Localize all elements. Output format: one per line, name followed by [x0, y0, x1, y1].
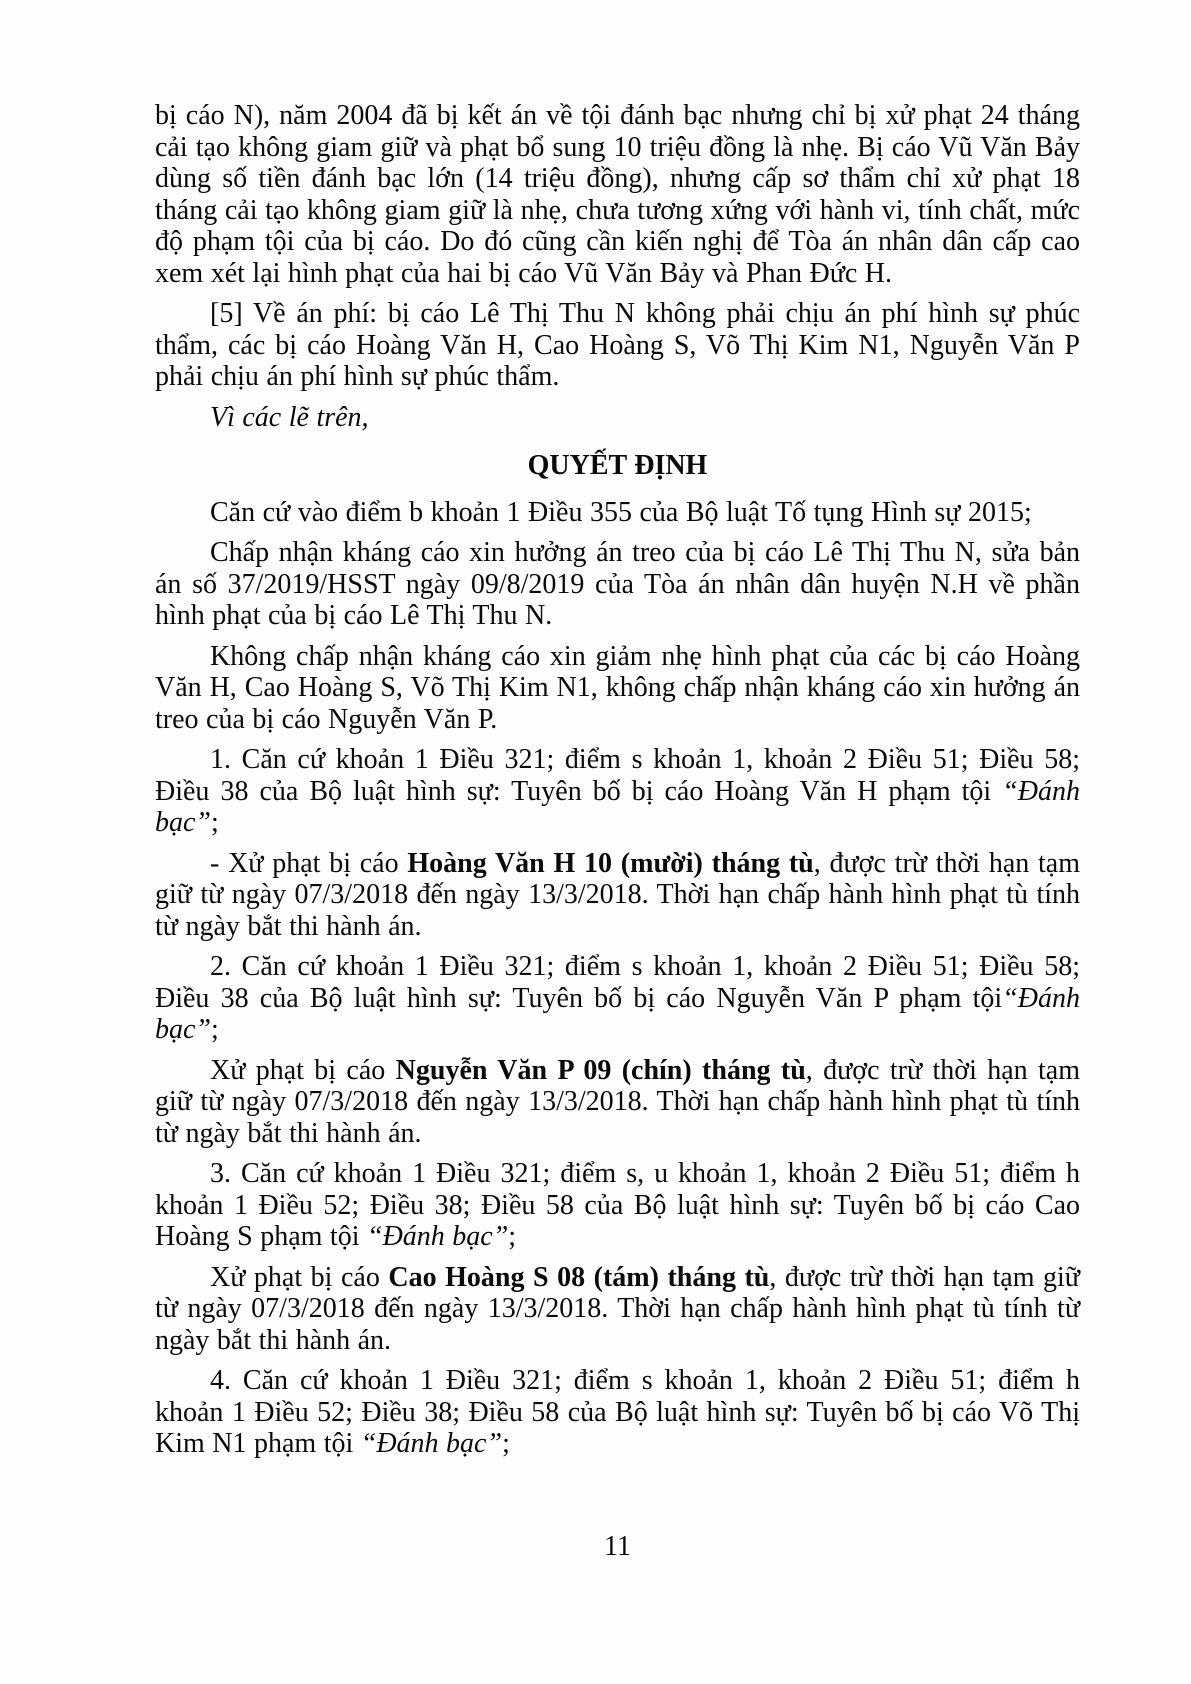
- text-segment: 3. Căn cứ khoản 1 Điều 321; điểm s, u khoản 1, khoản 2 Điều 51; điểm h khoản 1 Điều 52; Điều 38; Điều 58 của Bộ luật hình sự: Tuyên bố bị cáo Cao Hoàng S phạm tội: [155, 1158, 1080, 1252]
- text-segment: 2. Căn cứ khoản 1 Điều 321; điểm s khoản 1, khoản 2 Điều 51; Điều 58; Điều 38 của Bộ luật hình sự: Tuyên bố bị cáo Nguyễn Văn P phạm tội: [155, 951, 1080, 1014]
- text-segment: Vì các lẽ trên,: [210, 401, 369, 433]
- para-sentencing-remark: [155, 100, 1080, 289]
- text-segment: Căn cứ vào điểm b khoản 1 Điều 355 của Bộ luật Tố tụng Hình sự 2015;: [210, 496, 1032, 528]
- text-segment: “Đánh bạc”: [367, 1221, 509, 1252]
- text-segment: 4. Căn cứ khoản 1 Điều 321; điểm s khoản 1, khoản 2 Điều 51; điểm h khoản 1 Điều 52; Điều 38; Điều 58 của Bộ luật hình sự: Tuyên bố bị cáo Võ Thị Kim N1 phạm tội: [155, 1365, 1080, 1459]
- para-item-1-sentence: [155, 848, 1080, 943]
- text-segment: “Đánh bạc”: [155, 775, 1080, 838]
- heading-decision: [155, 450, 1080, 482]
- para-legal-basis: [155, 497, 1080, 529]
- text-segment: “Đánh bạc”: [155, 982, 1080, 1045]
- text-segment: Chấp nhận kháng cáo xin hưởng án treo của bị cáo Lê Thị Thu N, sửa bản án số 37/2019/HSST ngày 09/8/2019 của Tòa án nhân dân huyện N.H về phần hình phạt của bị cáo Lê Thị Thu N.: [155, 537, 1080, 631]
- text-segment: Không chấp nhận kháng cáo xin giảm nhẹ hình phạt của các bị cáo Hoàng Văn H, Cao Hoàng S, Võ Thị Kim N1, không chấp nhận kháng cáo xin hưởng án treo của bị cáo Nguyễn Văn P.: [155, 640, 1080, 735]
- para-reject-appeal: [155, 641, 1080, 736]
- text-segment: Xử phạt bị cáo: [210, 1261, 389, 1293]
- text-segment: 1. Căn cứ khoản 1 Điều 321; điểm s khoản 1, khoản 2 Điều 51; Điều 58; Điều 38 của Bộ luật hình sự: Tuyên bố bị cáo Hoàng Văn H phạm tội: [155, 744, 1080, 807]
- text-segment: Xử phạt bị cáo: [210, 1054, 396, 1086]
- para-item-3-basis: [155, 1158, 1080, 1253]
- text-segment: “Đánh bạc”: [360, 1428, 503, 1459]
- text-segment: Hoàng Văn H 10 (mười) tháng tù: [407, 847, 814, 879]
- para-item-2-sentence: [155, 1055, 1080, 1150]
- text-segment: Cao Hoàng S 08 (tám) tháng tù: [388, 1261, 770, 1293]
- text-segment: , được trừ thời hạn tạm giữ từ ngày 07/3/2018 đến ngày 13/3/2018. Thời hạn chấp hành hình phạt tù tính từ ngày bắt thi hành án.: [155, 1054, 1081, 1149]
- text-segment: QUYẾT ĐỊNH: [527, 450, 708, 481]
- text-segment: ;: [211, 807, 219, 838]
- document-body: [155, 100, 1080, 1460]
- text-segment: Nguyễn Văn P 09 (chín) tháng tù: [395, 1054, 806, 1086]
- text-segment: ;: [502, 1428, 510, 1459]
- text-segment: [5] Về án phí: bị cáo Lê Thị Thu N không phải chịu án phí hình sự phúc thẩm, các bị cáo Hoàng Văn H, Cao Hoàng S, Võ Thị Kim N1, Nguyễn Văn P phải chịu án phí hình sự phúc thẩm.: [155, 298, 1080, 392]
- para-item-4-basis: [155, 1365, 1080, 1460]
- para-item-3-sentence: [155, 1262, 1080, 1357]
- text-segment: , được trừ thời hạn tạm giữ từ ngày 07/3/2018 đến ngày 13/3/2018. Thời hạn chấp hành hình phạt tù tính từ ngày bắt thi hành án.: [155, 1261, 1080, 1356]
- para-therefore: [155, 402, 1080, 434]
- para-accept-appeal: [155, 537, 1080, 632]
- text-segment: ;: [211, 1014, 219, 1045]
- para-item-1-basis: [155, 744, 1080, 839]
- text-segment: , được trừ thời hạn tạm giữ từ ngày 07/3/2018 đến ngày 13/3/2018. Thời hạn chấp hành hình phạt tù tính từ ngày bắt thi hành án.: [155, 847, 1081, 942]
- text-segment: ;: [508, 1221, 517, 1252]
- text-segment: bị cáo N), năm 2004 đã bị kết án về tội đánh bạc nhưng chỉ bị xử phạt 24 tháng cải tạo không giam giữ và phạt bổ sung 10 triệu đồng là nhẹ. Bị cáo Vũ Văn Bảy dùng số tiền đánh bạc lớn (14 triệu đồng), nhưng cấp sơ thẩm chỉ xử phạt 18 tháng cải tạo không giam giữ là nhẹ, chưa tương xứng với hành vi, tính chất, mức độ phạm tội của bị cáo. Do đó cũng cần kiến nghị để Tòa án nhân dân cấp cao xem xét lại hình phạt của hai bị cáo Vũ Văn Bảy và Phan Đức H.: [155, 100, 1080, 289]
- text-segment: - Xử phạt bị cáo: [210, 847, 408, 879]
- para-court-fees: [155, 298, 1080, 393]
- para-item-2-basis: [155, 951, 1080, 1046]
- page-number: 11: [604, 1531, 631, 1562]
